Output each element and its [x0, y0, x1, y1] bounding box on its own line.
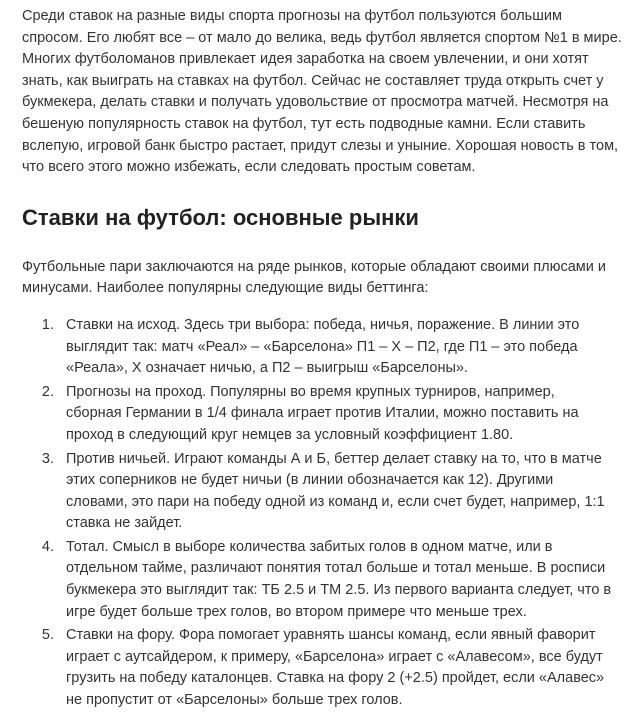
lead-paragraph: Футбольные пари заключаются на ряде рынков, которые обладают своими плюсами и минусами. Наиболее популярны следующие виды беттинга:	[22, 258, 606, 297]
list-item-number: 2.	[41, 383, 54, 400]
list-item-text: Тотал. Смысл в выборе количества забитых голов в одном матче, или в отдельном тайме, различают понятия тотал больше и тотал меньше. В росписи букмекера это выглядит так: ТБ 2.5 и ТМ 2.5. Из первого варианта следует, что в игре будет больше трех голов, во втором примере что меньше трех.	[66, 538, 612, 620]
betting-types-list	[22, 315, 622, 712]
list-item-text: Ставки на фору. Фора помогает уравнять шансы команд, если явный фаворит играет с аутсайдером, к примеру, «Барселона» играет с «Алавесом», все будут грузить на победу каталонцев. Ставка на фору 2 (+2.5) пройдет, если «Алавес» не пропустит от «Барселоны» больше трех голов.	[66, 627, 605, 709]
list-item-number: 5.	[41, 627, 54, 644]
list-item	[22, 625, 622, 711]
list-item-text: Прогнозы на проход. Популярны во время крупных турниров, например, сборная Германии в 1/4 финала играет против Италии, можно поставить на проход в следующий круг немцев за условный коэффициент 1.80.	[66, 383, 579, 443]
list-item-number: 4.	[41, 538, 54, 555]
list-item	[22, 382, 622, 447]
list-item	[22, 449, 622, 535]
section-heading: Ставки на футбол: основные рынки	[22, 204, 419, 230]
list-item-number: 1.	[41, 316, 54, 333]
list-item	[22, 537, 622, 623]
intro-paragraph: Среди ставок на разные виды спорта прогнозы на футбол пользуются большим спросом. Его любят все – от мало до велика, ведь футбол является спортом №1 в мире. Многих футболоманов привлекает идея заработка на своем увлечении, и они хотят знать, как выиграть на ставках на футбол. Сейчас не составляет труда открыть счет у букмекера, делать ставки и получать удовольствие от просмотра матчей. Несмотря на бешеную популярность ставок на футбол, тут есть подводные камни. Если ставить вслепую, игровой банк быстро растает, придут слезы и уныние. Хорошая новость в том, что всего этого можно избежать, если следовать простым советам.	[22, 8, 622, 176]
list-item	[22, 315, 622, 380]
list-item-text: Против ничьей. Играют команды А и Б, беттер делает ставку на то, что в матче этих соперников не будет ничьи (в линии обозначается как 12). Другими словами, это пари на победу одной из команд и, если счет будет, например, 1:1 ставка не зайдет.	[66, 450, 605, 532]
list-item-number: 3.	[41, 450, 54, 467]
list-item-text: Ставки на исход. Здесь три выбора: победа, ничья, поражение. В линии это выглядит так: матч «Реал» – «Барселона» П1 – Х – П2, где П1 – это победа «Реала», Х означает ничью, а П2 – выигрыш «Барселоны».	[66, 316, 580, 377]
